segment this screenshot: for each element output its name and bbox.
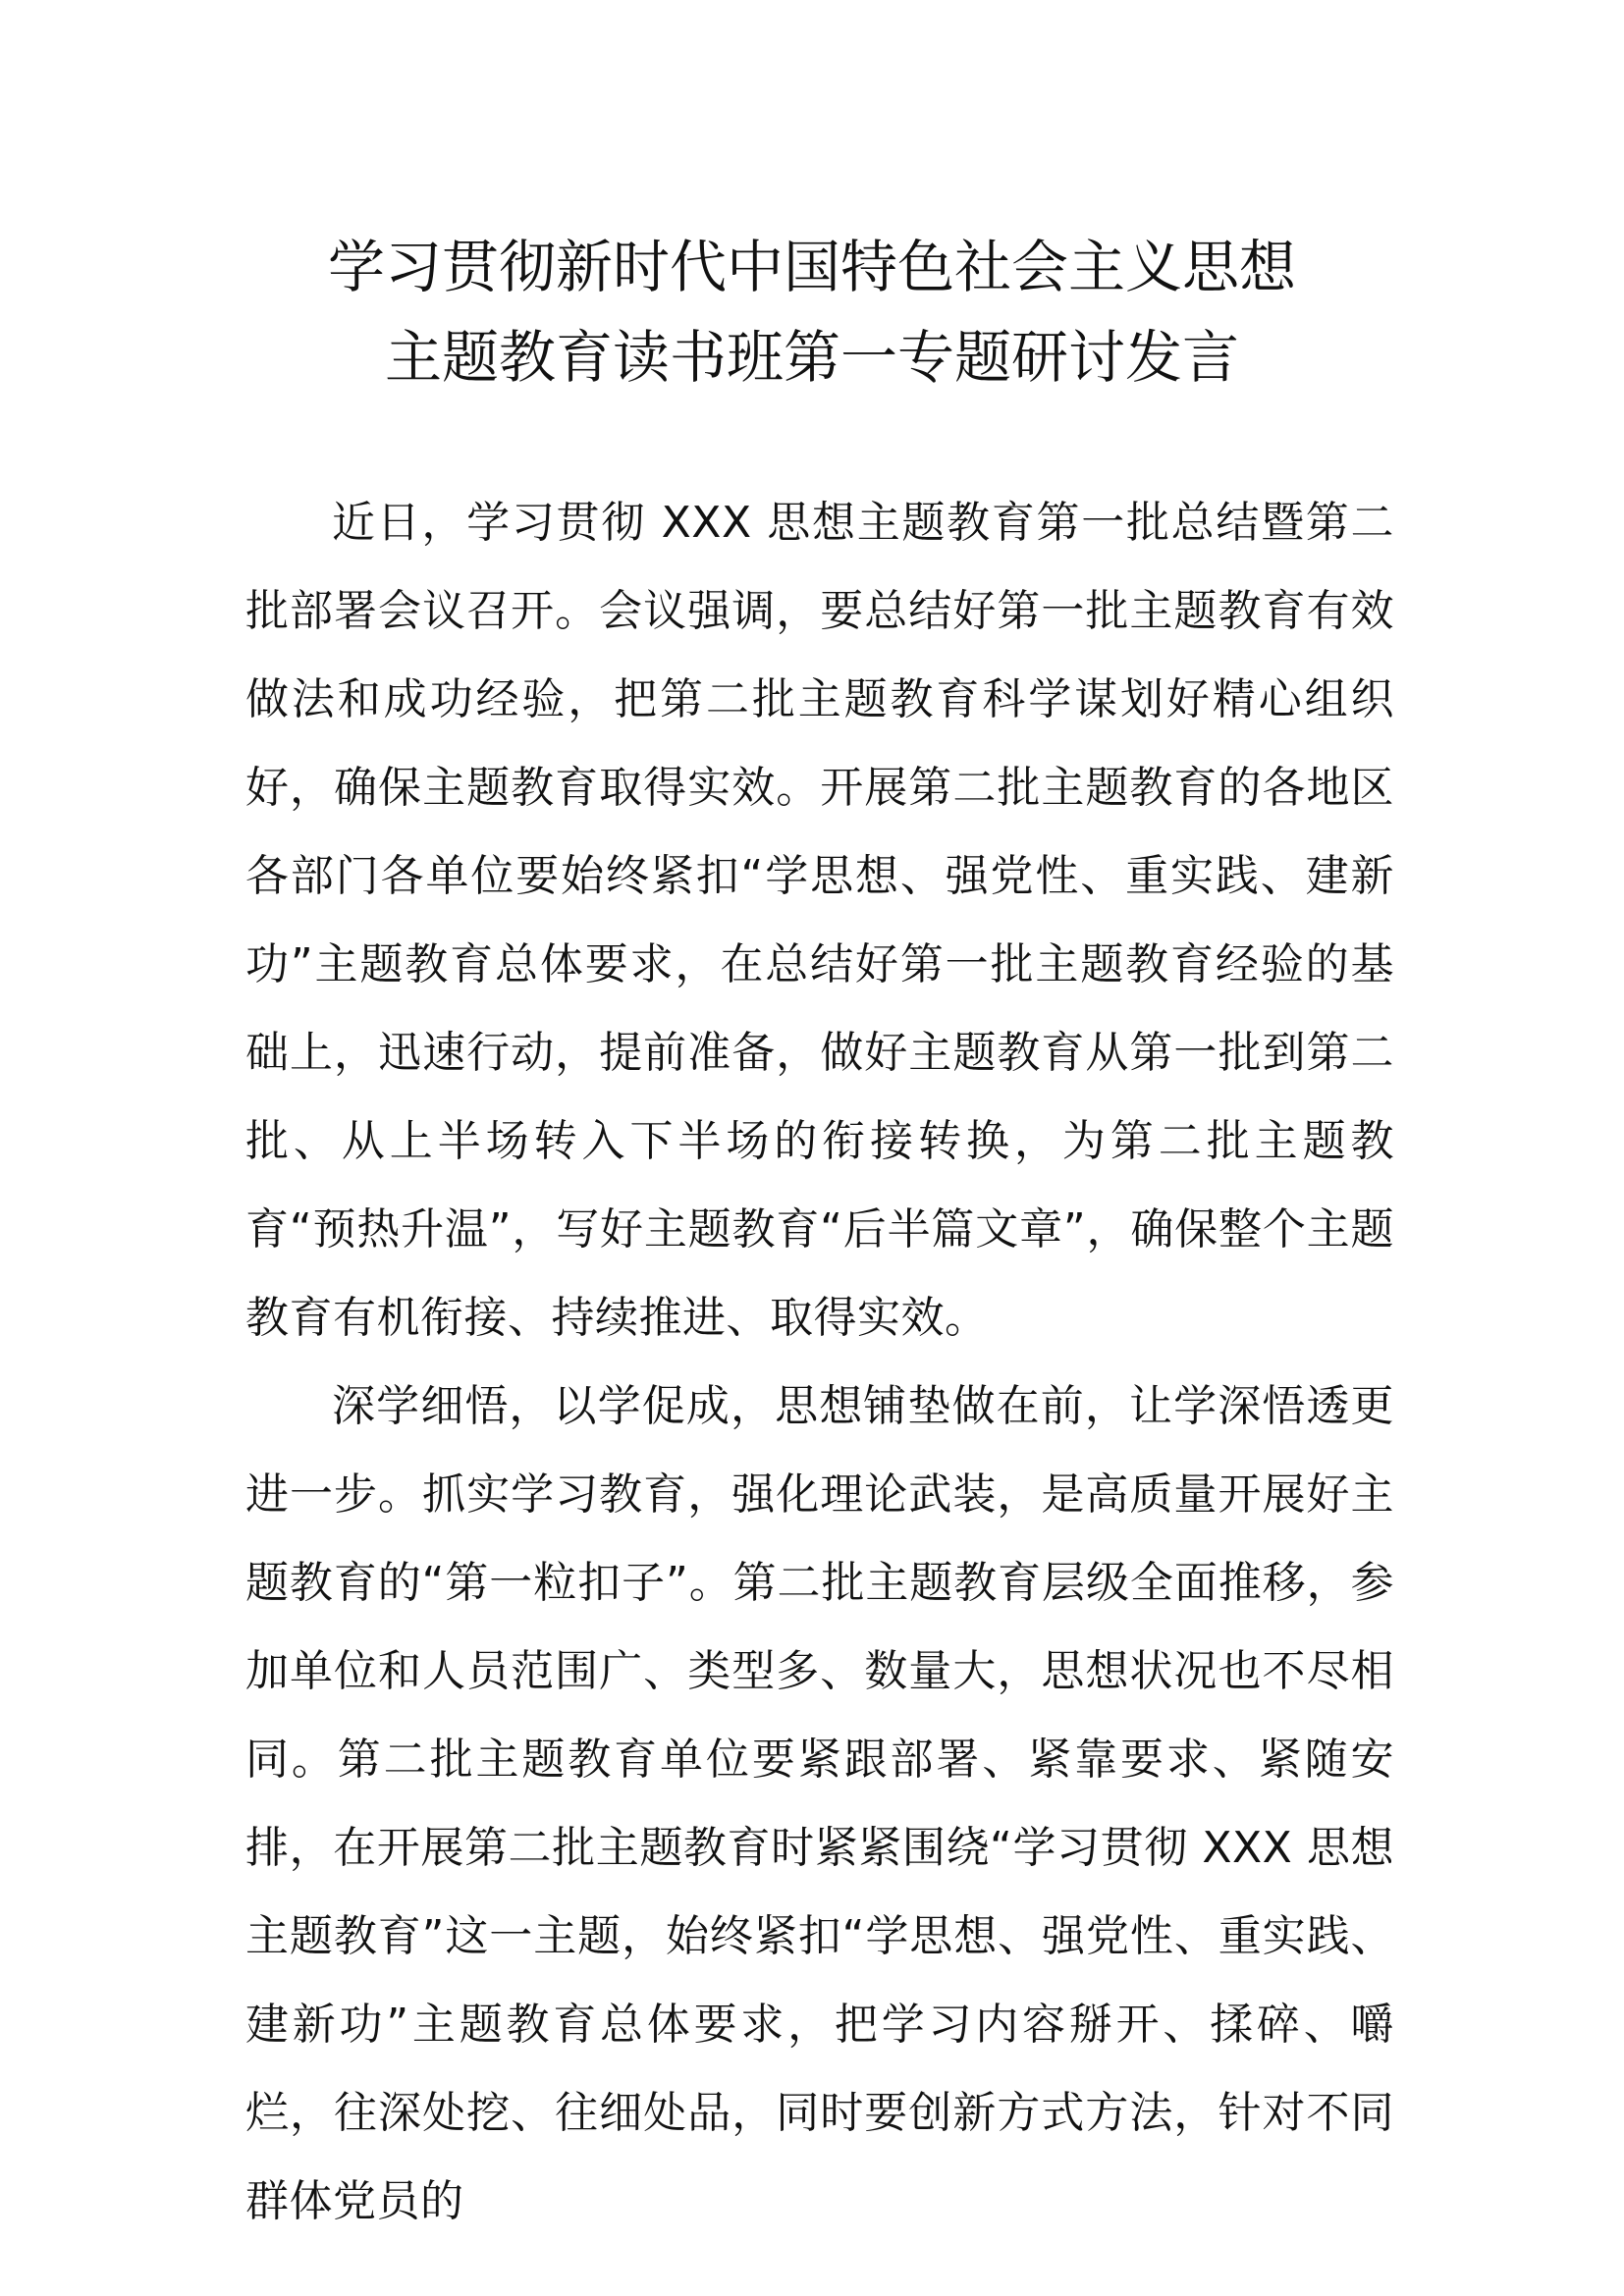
paragraph-2: 深学细悟，以学促成，思想铺垫做在前，让学深悟透更进一步。抓实学习教育，强化理论武装，是高质量开展好主题教育的“第一粒扣子”。第二批主题教育层级全面推移，参加单位和人员范围广、类型多、数量大，思想状况也不尽相同。第二批主题教育单位要紧跟部署、紧靠要求、紧随安排，在开展第二批主题教育时紧紧围绕“学习贯彻 XXX 思想主题教育”这一主题，始终紧扣“学思想、强党性、重实践、建新功”主题教育总体要求，把学习内容掰开、揉碎、嚼烂，往深处挖、往细处品，同时要创新方式方法，针对不同群体党员的 (245, 1381, 1394, 2226)
title-line-1: 学习贯彻新时代中国特色社会主义思想 (327, 234, 1296, 300)
document-title (157, 222, 1467, 402)
paragraph-1: 近日，学习贯彻 XXX 思想主题教育第一批总结暨第二批部署会议召开。会议强调，要总结好第一批主题教育有效做法和成功经验，把第二批主题教育科学谋划好精心组织好，确保主题教育取得实效。开展第二批主题教育的各地区各部门各单位要始终紧扣“学思想、强党性、重实践、建新功”主题教育总体要求，在总结好第一批主题教育经验的基础上，迅速行动，提前准备，做好主题教育从第一批到第二批、从上半场转入下半场的衔接转换，为第二批主题教育“预热升温”，写好主题教育“后半篇文章”，确保整个主题教育有机衔接、持续推进、取得实效。 (245, 498, 1394, 1343)
title-line-2: 主题教育读书班第一专题研讨发言 (384, 324, 1239, 391)
document-body (245, 479, 1394, 2246)
